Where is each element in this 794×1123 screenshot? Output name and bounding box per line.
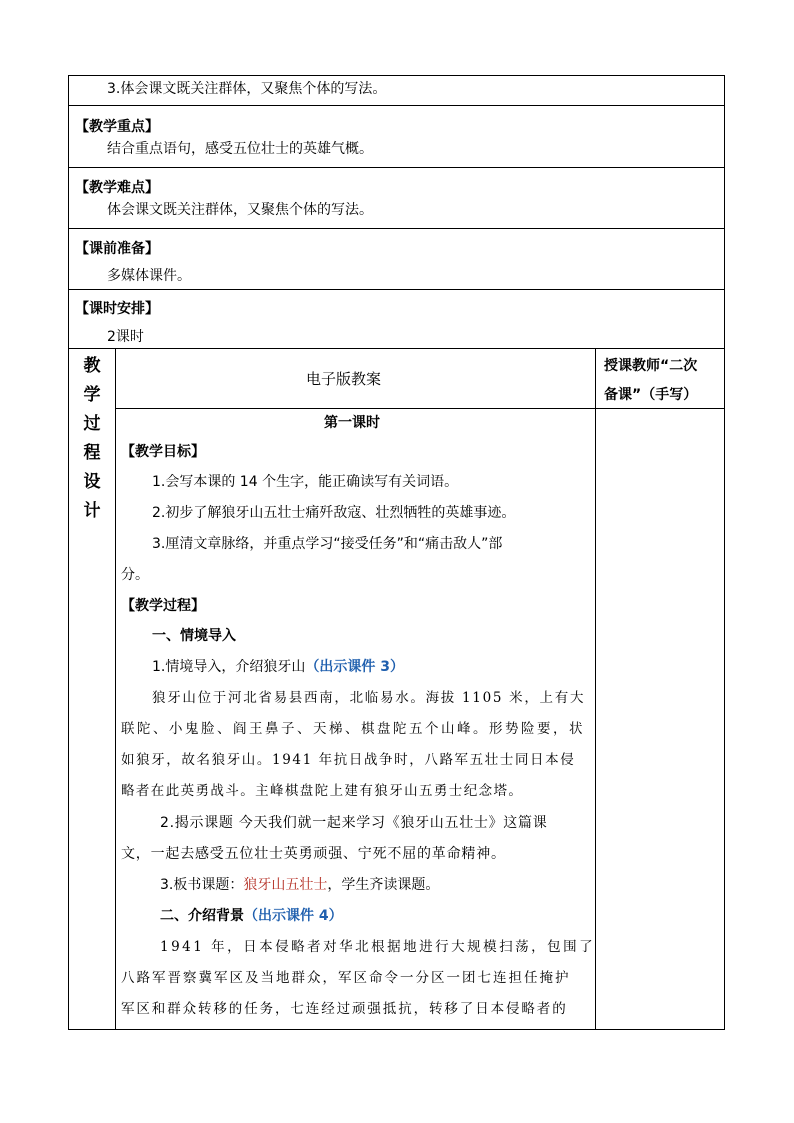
objectives-header: 【教学目标】	[121, 444, 205, 460]
notes-column-divider	[595, 348, 596, 1030]
key-point-text: 结合重点语句，感受五位壮士的英雄气概。	[107, 141, 373, 157]
objective-3-text: 3.体会课文既关注群体，又聚焦个体的写法。	[107, 81, 387, 97]
schedule-header: 【课时安排】	[75, 301, 159, 317]
process-label-char: 程	[83, 443, 101, 463]
background-line: 军区和群众转移的任务，七连经过顽强抵抗，转移了日本侵略者的	[121, 1001, 568, 1017]
process-label-char: 设	[83, 472, 101, 492]
preparation-text: 多媒体课件。	[107, 268, 191, 284]
process-label-char: 教	[83, 356, 101, 376]
background-line: 八路军晋察冀军区及当地群众，军区命令一分区一团七连担任掩护	[121, 970, 571, 986]
step1-line	[152, 658, 404, 676]
objective-line: 2.初步了解狼牙山五壮士痛歼敌寇、壮烈牺牲的英雄事迹。	[152, 505, 516, 521]
courseware-ref: （出示课件 4）	[244, 908, 343, 924]
intro-line: 狼牙山位于河北省易县西南，北临易水。海拔 1105 米，上有大	[152, 690, 586, 706]
background-line: 1941 年，日本侵略者对华北根据地进行大规模扫荡，包围了	[160, 939, 596, 955]
step3-line	[160, 876, 439, 894]
intro-line: 如狼牙，故名狼牙山。1941 年抗日战争时，八路军五壮士同日本侵	[121, 752, 576, 768]
objective-line: 1.会写本课的 14 个生字，能正确读写有关词语。	[152, 474, 459, 490]
intro-line: 略者在此英勇战斗。主峰棋盘陀上建有狼牙山五勇士纪念塔。	[121, 783, 524, 799]
objective-line: 分。	[121, 567, 149, 583]
schedule-text: 2课时	[107, 329, 144, 345]
session-title: 第一课时	[324, 415, 380, 431]
row-divider	[68, 348, 725, 349]
step2-line: 文，一起去感受五位壮士英勇顽强、宁死不屈的革命精神。	[121, 846, 506, 862]
courseware-ref: （出示课件 3）	[305, 659, 404, 675]
process-label-char: 过	[83, 414, 101, 434]
teacher-notes-header-line1: 授课教师“二次	[604, 358, 698, 374]
intro-line: 联陀、小鬼脸、阎王鼻子、天梯、棋盘陀五个山峰。形势险要，状	[121, 721, 585, 737]
lesson-title-highlight: 狼牙山五壮士	[243, 877, 328, 893]
process-header: 【教学过程】	[121, 598, 205, 614]
step1-text: 1.情境导入，介绍狼牙山	[152, 659, 306, 675]
difficulty-text: 体会课文既关注群体，又聚焦个体的写法。	[107, 202, 373, 218]
row-divider	[68, 289, 725, 290]
label-column-divider	[115, 348, 116, 1030]
part2-title: 二、介绍背景	[160, 908, 244, 924]
part1-title: 一、情境导入	[152, 628, 236, 644]
electronic-plan-header: 电子版教案	[306, 370, 382, 388]
objective-line: 3.厘清文章脉络，并重点学习“接受任务”和“痛击敌人”部	[152, 536, 503, 552]
row-divider	[68, 228, 725, 229]
step3-prefix: 3.板书课题：	[160, 877, 244, 893]
row-divider	[68, 105, 725, 106]
step3-suffix: ，学生齐读课题。	[327, 877, 440, 893]
row-divider	[68, 167, 725, 168]
difficulty-header: 【教学难点】	[75, 180, 159, 196]
preparation-header: 【课前准备】	[75, 241, 159, 257]
header-row-divider	[115, 408, 725, 409]
step2-line: 2.揭示课题 今天我们就一起来学习《狼牙山五壮士》这篇课	[160, 815, 548, 831]
process-label-char: 计	[83, 501, 101, 521]
key-point-header: 【教学重点】	[75, 119, 159, 135]
teacher-notes-header-line2: 备课”（手写）	[604, 387, 698, 403]
part2-line	[160, 907, 343, 925]
process-label-char: 学	[83, 385, 101, 405]
